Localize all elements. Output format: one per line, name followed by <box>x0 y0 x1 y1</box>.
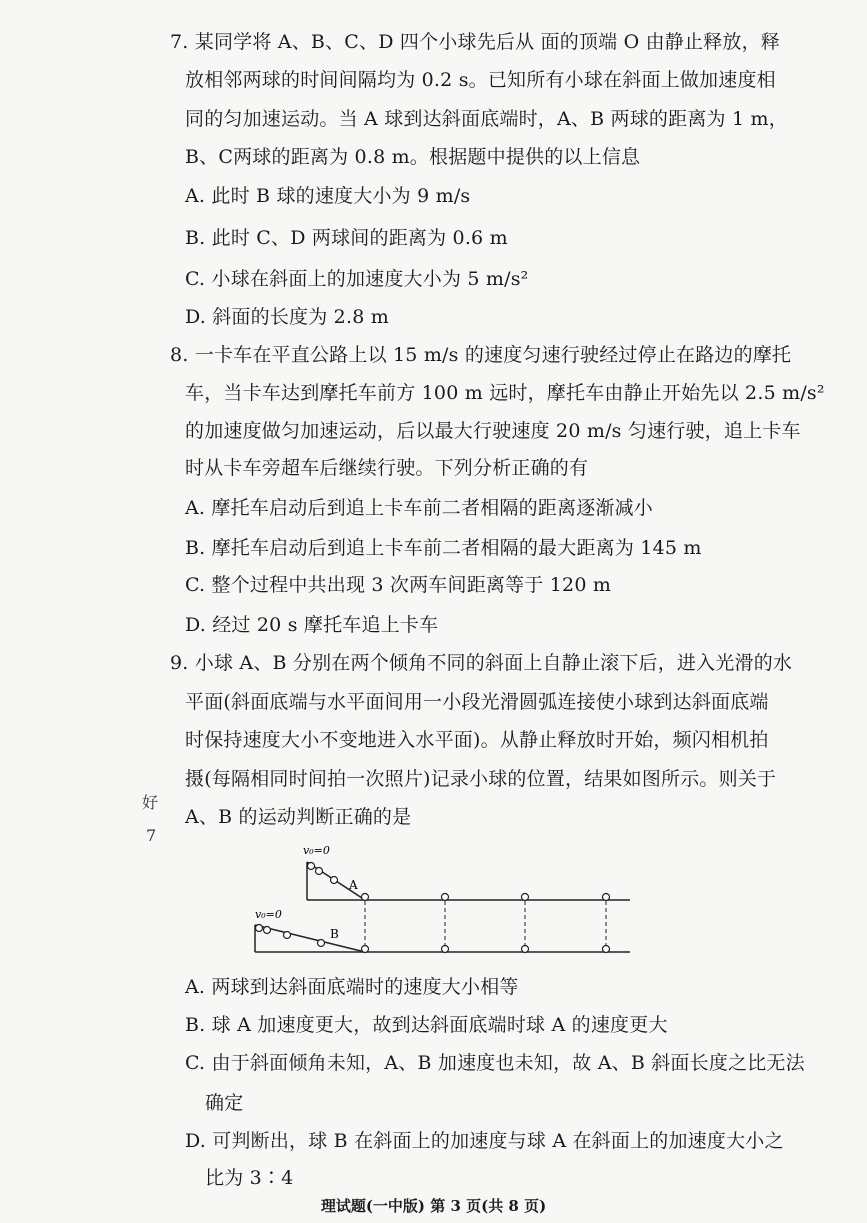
q8-line-3: 的加速度做匀加速运动，后以最大行驶速度 20 m/s 匀速行驶，追上卡车 <box>185 420 801 442</box>
q8-option-a: A. 摩托车启动后到追上卡车前二者相隔的距离逐渐减小 <box>185 497 654 519</box>
q9-line-2: 平面(斜面底端与水平面间用一小段光滑圆弧连接使小球到达斜面底端 <box>185 691 769 713</box>
q9-option-c-cont: 确定 <box>205 1092 244 1114</box>
ball-a-5 <box>442 894 449 901</box>
ball-a-3 <box>331 877 338 884</box>
q7-option-c: C. 小球在斜面上的加速度大小为 5 m/s² <box>185 268 529 290</box>
q9-line-3: 时保持速度大小不变地进入水平面)。从静止释放时开始，频闪相机拍 <box>185 729 769 751</box>
ball-a-2 <box>316 868 323 875</box>
ball-b-7 <box>522 946 529 953</box>
q9-option-d-cont: 比为 3∶4 <box>205 1167 294 1189</box>
ball-a-1 <box>308 863 315 870</box>
q7-line-4: B、C两球的距离为 0.8 m。根据题中提供的以上信息 <box>185 146 641 168</box>
q9-option-c: C. 由于斜面倾角未知，A、B 加速度也未知，故 A、B 斜面长度之比无法 <box>185 1052 805 1074</box>
label-a: A <box>349 878 358 892</box>
q7-line-3: 同的匀加速运动。当 A 球到达斜面底端时，A、B 两球的距离为 1 m， <box>185 108 788 130</box>
q8-option-d: D. 经过 20 s 摩托车追上卡车 <box>185 614 439 636</box>
page-footer: 理试题(一中版) 第 3 页(共 8 页) <box>320 1197 547 1215</box>
ball-b-5 <box>362 946 369 953</box>
incline-figure <box>245 840 645 975</box>
q8-line-4: 时从卡车旁超车后继续行驶。下列分析正确的有 <box>185 457 589 479</box>
q9-option-b: B. 球 A 加速度更大，故到达斜面底端时球 A 的速度更大 <box>185 1014 668 1036</box>
q8-line-2: 车，当卡车达到摩托车前方 100 m 远时，摩托车由静止开始先以 2.5 m/s² <box>185 382 825 404</box>
q7-option-b: B. 此时 C、D 两球间的距离为 0.6 m <box>185 227 508 249</box>
ball-b-6 <box>442 946 449 953</box>
ball-b-2 <box>264 927 271 934</box>
v0-label-b: v₀=0 <box>255 908 282 921</box>
ball-b-8 <box>603 946 610 953</box>
q9-option-d: D. 可判断出，球 B 在斜面上的加速度与球 A 在斜面上的加速度大小之 <box>185 1130 784 1152</box>
q7-line-1: 7. 某同学将 A、B、C、D 四个小球先后从 面的顶端 O 由静止释放，释 <box>170 31 780 53</box>
q7-option-d: D. 斜面的长度为 2.8 m <box>185 306 389 328</box>
q8-option-c: C. 整个过程中共出现 3 次两车间距离等于 120 m <box>185 574 612 596</box>
q9-line-4: 摄(每隔相同时间拍一次照片)记录小球的位置，结果如图所示。则关于 <box>185 768 777 790</box>
ramp-b-slope <box>255 925 365 952</box>
q8-line-1: 8. 一卡车在平直公路上以 15 m/s 的速度匀速行驶经过停止在路边的摩托 <box>170 344 792 366</box>
ball-b-3 <box>284 932 291 939</box>
ball-b-4 <box>318 940 325 947</box>
ball-a-4 <box>362 894 369 901</box>
q9-line-1: 9. 小球 A、B 分别在两个倾角不同的斜面上自静止滚下后，进入光滑的水 <box>170 652 793 674</box>
margin-mark-2: 7 <box>146 826 157 845</box>
q9-line-5: A、B 的运动判断正确的是 <box>185 806 412 828</box>
ball-a-7 <box>603 894 610 901</box>
q7-option-a: A. 此时 B 球的速度大小为 9 m/s <box>185 185 471 207</box>
q8-option-b: B. 摩托车启动后到追上卡车前二者相隔的最大距离为 145 m <box>185 537 702 559</box>
ball-b-1 <box>256 925 263 932</box>
q9-option-a: A. 两球到达斜面底端时的速度大小相等 <box>185 976 519 998</box>
ball-a-6 <box>522 894 529 901</box>
margin-mark-1: 好 <box>142 793 159 812</box>
v0-label-a: v₀=0 <box>303 844 330 857</box>
q7-line-2: 放相邻两球的时间间隔均为 0.2 s。已知所有小球在斜面上做加速度相 <box>185 69 776 91</box>
label-b: B <box>330 927 339 941</box>
